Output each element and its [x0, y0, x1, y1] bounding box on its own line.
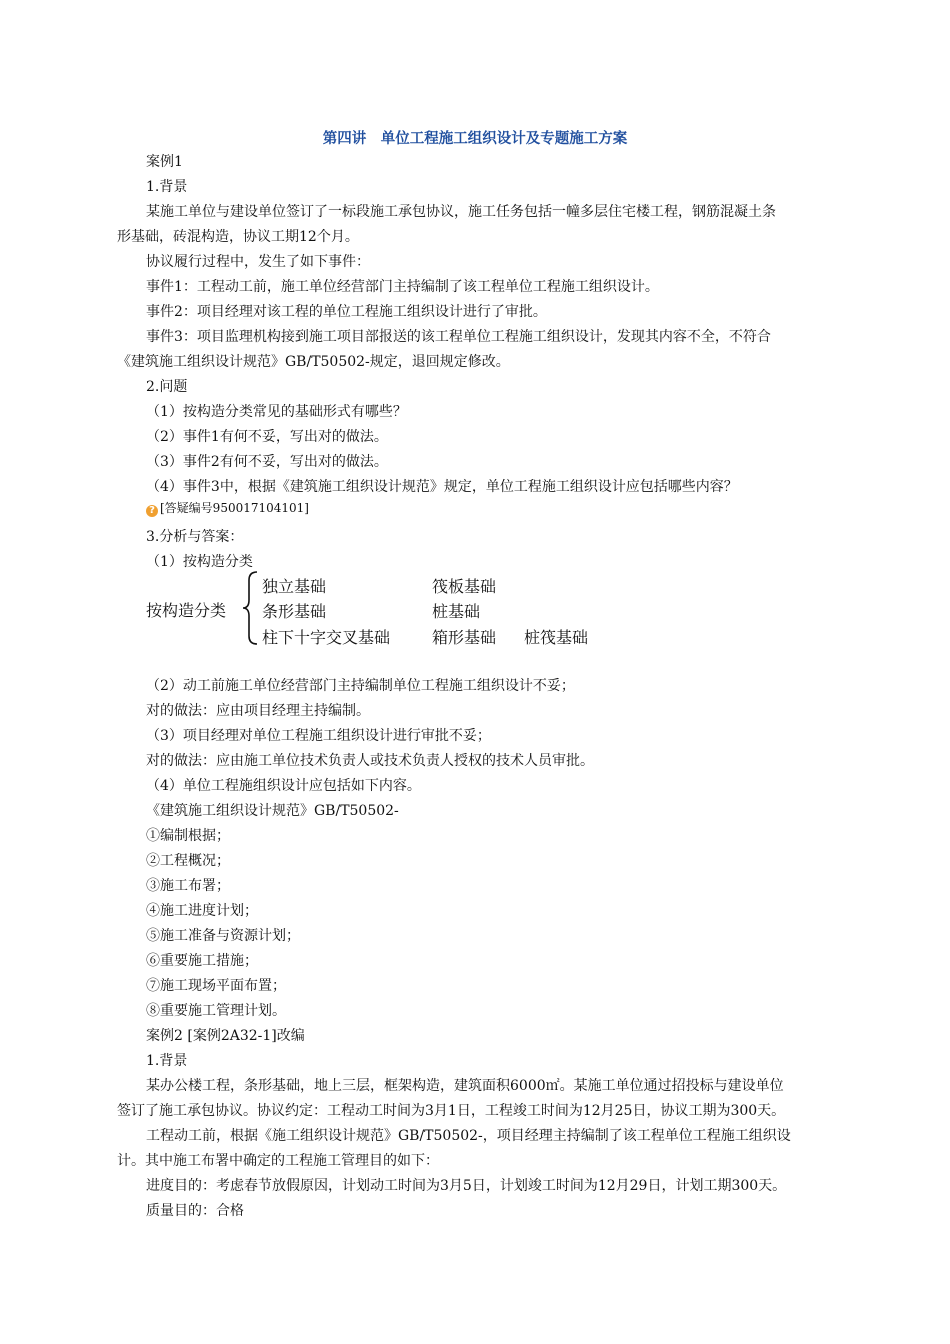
case1-background-heading: 1.背景	[146, 179, 188, 195]
case1-question-3: （3）事件2有何不妥，写出对的做法。	[146, 454, 388, 470]
case1-event-1: 事件1：工程动工前，施工单位经营部门主持编制了该工程单位工程施工组织设计。	[146, 279, 659, 295]
case1-answer-heading: 3.分析与答案：	[146, 529, 244, 545]
foundation-type: 条形基础	[262, 602, 327, 621]
case2-paragraph-2: 工程动工前，根据《施工组织设计规范》GB/T50502-，项目经理主持编制了该工程单位工程施工组织设	[146, 1128, 791, 1144]
list-item: ⑧重要施工管理计划。	[146, 1003, 286, 1019]
case2-paragraph-2-cont: 计。其中施工布署中确定的工程施工管理目的如下：	[117, 1153, 439, 1169]
page-title: 第四讲 单位工程施工组织设计及专题施工方案	[322, 131, 628, 147]
foundation-type: 箱形基础	[432, 628, 497, 647]
case1-answer-4-source: 《建筑施工组织设计规范》GB/T50502-	[146, 803, 399, 819]
case1-answer-3-fix: 对的做法：应由施工单位技术负责人或技术负责人授权的技术人员审批。	[146, 753, 594, 769]
curly-brace-icon	[241, 570, 261, 646]
case1-event-3-cont: 《建筑施工组织设计规范》GB/T50502-规定，退回规定修改。	[117, 354, 510, 370]
case1-answer-2-fix: 对的做法：应由项目经理主持编制。	[146, 703, 370, 719]
case1-answer-4: （4）单位工程施组织设计应包括如下内容。	[146, 778, 421, 794]
case1-answer-2: （2）动工前施工单位经营部门主持编制单位工程施工组织设计不妥；	[146, 678, 575, 694]
case2-schedule-goal: 进度目的：考虑春节放假原因，计划动工时间为3月5日，计划竣工时间为12月29日，计划工期300天。	[146, 1178, 787, 1194]
foundation-type: 柱下十字交叉基础	[262, 628, 391, 647]
foundation-type: 筏板基础	[432, 577, 497, 596]
case2-quality-goal: 质量目的：合格	[146, 1203, 244, 1219]
list-item: ⑦施工现场平面布置；	[146, 978, 286, 994]
list-item: ⑤施工准备与资源计划；	[146, 928, 300, 944]
case2-paragraph-1-cont: 签订了施工承包协议。协议约定：工程动工时间为3月1日，工程竣工时间为12月25日，协议工期为300天。	[117, 1103, 786, 1119]
list-item: ⑥重要施工措施；	[146, 953, 258, 969]
case1-question-2: （2）事件1有何不妥，写出对的做法。	[146, 429, 388, 445]
classification-label: 按构造分类	[146, 601, 227, 620]
case1-event-2: 事件2：项目经理对该工程的单位工程施工组织设计进行了审批。	[146, 304, 547, 320]
case1-background-text: 某施工单位与建设单位签订了一标段施工承包协议，施工任务包括一幢多层住宅楼工程，钢筋混凝土条	[146, 204, 776, 220]
list-item: ①编制根据；	[146, 828, 230, 844]
case1-question-4: （4）事件3中，根据《建筑施工组织设计规范》规定，单位工程施工组织设计应包括哪些内容？	[146, 479, 738, 495]
qa-reference[interactable]	[146, 499, 309, 517]
case1-question-heading: 2.问题	[146, 379, 188, 395]
case2-heading: 案例2 [案例2A32-1]改编	[146, 1028, 305, 1044]
case1-event-3: 事件3：项目监理机构接到施工项目部报送的该工程单位工程施工组织设计，发现其内容不全，不符合	[146, 329, 771, 345]
case2-background-heading: 1.背景	[146, 1053, 188, 1069]
case1-answer-3: （3）项目经理对单位工程施工组织设计进行审批不妥；	[146, 728, 491, 744]
case1-background-intro: 协议履行过程中，发生了如下事件：	[146, 254, 370, 270]
list-item: ②工程概况；	[146, 853, 230, 869]
foundation-type: 桩筏基础	[524, 628, 589, 647]
case1-background-text-cont: 形基础，砖混构造，协议工期12个月。	[117, 229, 359, 245]
foundation-type: 桩基础	[432, 602, 481, 621]
list-item: ③施工布署；	[146, 878, 230, 894]
case1-answer-1: （1）按构造分类	[146, 554, 253, 570]
list-item: ④施工进度计划；	[146, 903, 258, 919]
case1-question-1: （1）按构造分类常见的基础形式有哪些？	[146, 404, 407, 420]
question-mark-icon[interactable]: ?	[146, 505, 158, 517]
foundation-classification-diagram	[146, 570, 616, 646]
foundation-type: 独立基础	[262, 577, 327, 596]
qa-reference-number: [答疑编号950017104101]	[160, 501, 309, 515]
case1-heading: 案例1	[146, 154, 183, 170]
case2-paragraph-1: 某办公楼工程，条形基础，地上三层，框架构造，建筑面积6000㎡。某施工单位通过招投标与建设单位	[146, 1078, 784, 1094]
